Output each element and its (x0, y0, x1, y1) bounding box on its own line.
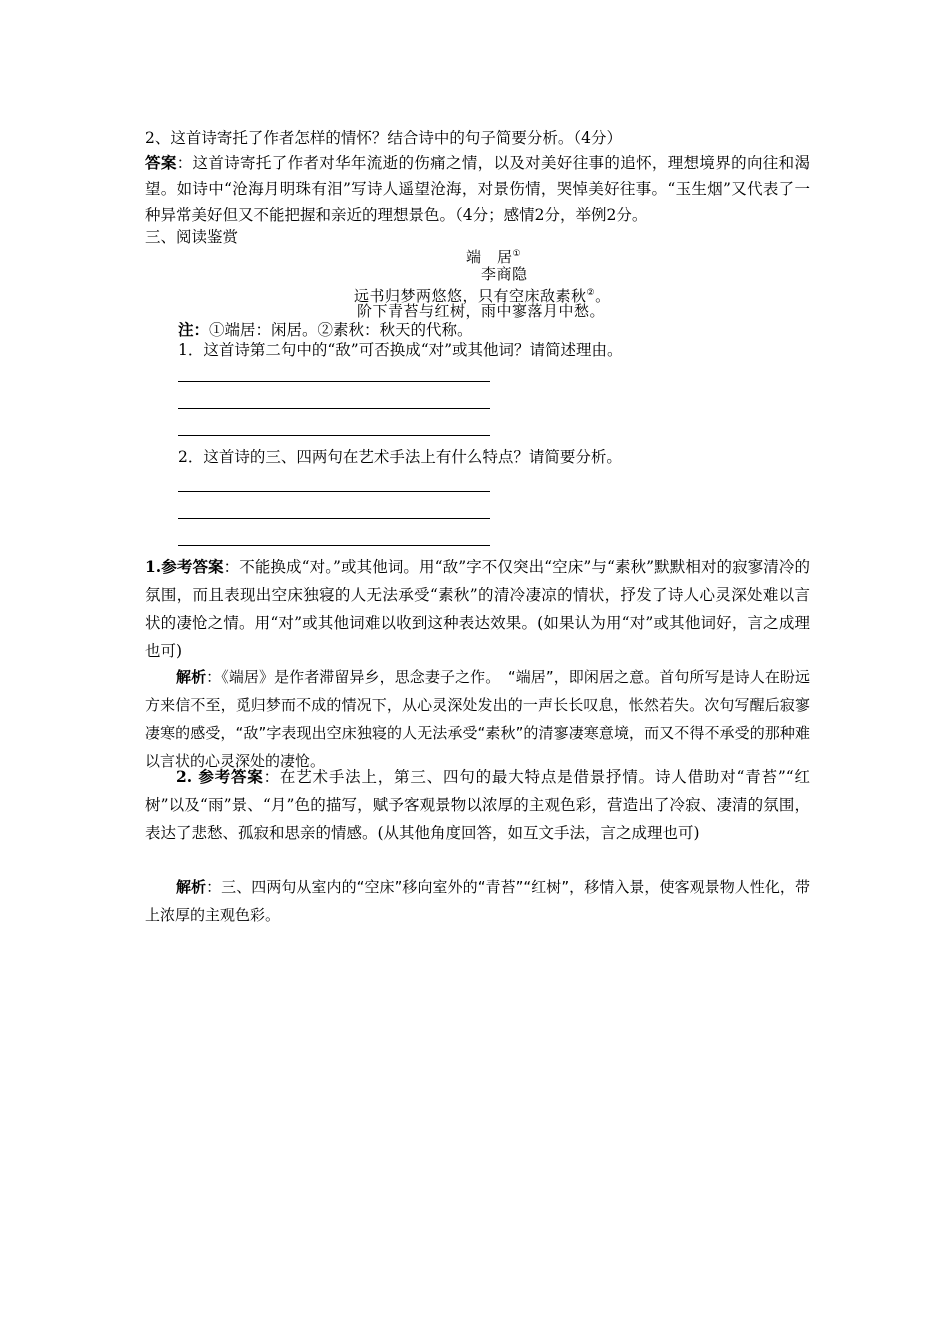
reference-answer-1: 1.参考答案：不能换成“对。”或其他词。用“敌”字不仅突出“空床”与“素秋”默默相对的寂寥清冷的氛围，而且表现出空床独寝的人无法承受“素秋”的清冷凄凉的情状，抒发了诗人心灵深处难以言状的凄怆之情。用“对”或其他词难以收到这种表达效果。(如果认为用“对”或其他词好，言之成理也可) (145, 557, 810, 660)
question-2: 2．这首诗的三、四两句在艺术手法上有什么特点？请简要分析。 (178, 448, 622, 466)
footnote-marker-1: ① (512, 249, 522, 259)
analysis-2: 解析：三、四两句从室内的“空床”移向室外的“青苔”“红树”，移情入景，使客观景物人性化，带上浓厚的主观色彩。 (145, 878, 810, 924)
prev-question-2: 2、这首诗寄托了作者怎样的情怀？结合诗中的句子简要分析。（4分） (145, 129, 622, 147)
answer-blank-line[interactable] (178, 435, 490, 436)
poem-line-2: 阶下青苔与红树，雨中寥落月中愁。 (357, 302, 606, 320)
poem-title: 端 居① (466, 248, 522, 266)
poem-author: 李商隐 (481, 265, 528, 283)
answer-blank-line[interactable] (178, 545, 490, 546)
poem-line-1: 远书归梦两悠悠，只有空床敌素秋②。 (354, 287, 611, 305)
analysis-label: 解析 (176, 668, 207, 686)
answer-blank-line[interactable] (178, 408, 490, 409)
poem-note: 注：①端居：闲居。②素秋：秋天的代称。 (178, 320, 473, 339)
reference-answer-label: 1.参考答案 (145, 557, 224, 576)
analysis-label: 解析 (176, 878, 207, 896)
answer-label: 答案 (145, 153, 177, 172)
reference-answer-label: 2. 参考答案 (176, 767, 264, 786)
answer-blank-line[interactable] (178, 518, 490, 519)
answer-blank-line[interactable] (178, 381, 490, 382)
footnote-marker-2: ② (586, 288, 596, 298)
analysis-1: 解析：《端居》是作者滞留异乡，思念妻子之作。 “端居”，即闲居之意。首句所写是诗人在盼远方来信不至，觅归梦而不成的情况下，从心灵深处发出的一声长长叹息，怅然若失。次句写醒后寂寥凄寒的感受，“敌”字表现出空床独寝的人无法承受“素秋”的清寥凄寒意境，而又不得不承受的那种难以言状的心灵深处的凄怆。 (145, 668, 810, 770)
question-1: 1．这首诗第二句中的“敌”可否换成“对”或其他词？请简述理由。 (178, 341, 623, 359)
note-label: 注： (178, 320, 210, 339)
prev-answer-2 (145, 150, 810, 228)
answer-blank-line[interactable] (178, 491, 490, 492)
section-title: 三、阅读鉴赏 (145, 228, 239, 246)
answer-text: ：这首诗寄托了作者对华年流逝的伤痛之情，以及对美好往事的追怀，理想境界的向往和渴望。如诗中“沧海月明珠有泪”写诗人遥望沧海，对景伤情，哭悼美好往事。“玉生烟”又代表了一种异常美好但又不能把握和亲近的理想景色。（4分；感情2分，举例2分。 (145, 154, 810, 224)
reference-answer-2: 2. 参考答案：在艺术手法上，第三、四句的最大特点是借景抒情。诗人借助对“青苔”“红树”以及“雨”景、“月”色的描写，赋予客观景物以浓厚的主观色彩，营造出了冷寂、凄清的氛围，表达了悲愁、孤寂和思亲的情感。(从其他角度回答，如互文手法，言之成理也可) (145, 767, 810, 842)
